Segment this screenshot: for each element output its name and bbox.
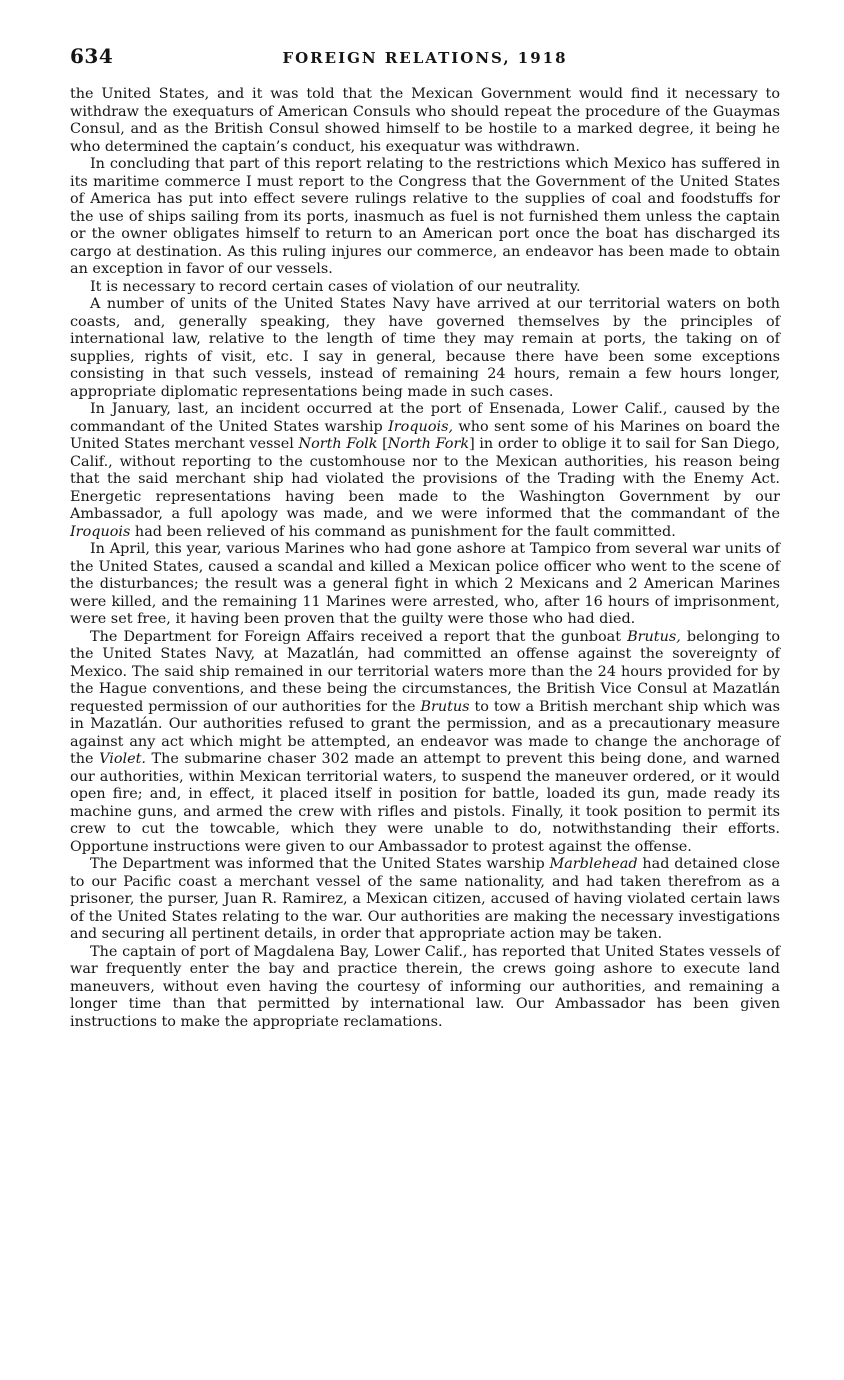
italic-ship-name: North Folk bbox=[298, 436, 378, 452]
text-run: belonging to the United States Navy, at Mazatlán, had committed an offense against the sovereignty of Mexico. The said ship remained in our territorial waters more than the 24 hours provided for by the Hague conventions, and these being the circumstances, the British Vice Consul at Mazatlán requested permission of our authorities for the bbox=[70, 628, 781, 715]
italic-ship-name: Iroquois, bbox=[388, 418, 454, 435]
italic-ship-name: Brutus bbox=[420, 698, 470, 715]
text-run: In concluding that part of this report relating to the restrictions which Mexico has suffered in its maritime commerce I must report to the Congress that the Government of the United States of America has put into effect severe rulings relative to the supplies of coal and foodstuffs for the use of ships sailing from its ports, inasmuch as fuel is not furnished them unless the captain or the owner obligates himself to return to an American port once the boat has discharged its cargo at destination. As this ruling injures our commerce, an endeavor has been made to obtain an exception in favor of our vessels. bbox=[70, 156, 780, 277]
text-run: The Department was informed that the United States warship bbox=[90, 856, 550, 872]
text-run: A number of units of the United States Navy have arrived at our territorial waters on both coasts, and, generally speaking, they have governed themselves by the principles of international law, relative to the length of time they may remain at ports, the taking on of supplies, rights of visit, etc. I say in general, because there have been some exceptions consisting in that such vessels, instead of remaining 24 hours, remain a few hours longer, appropriate diplomatic representations being made in such cases. bbox=[70, 296, 780, 400]
italic-ship-name: Iroquois bbox=[70, 523, 131, 540]
text-run: [ bbox=[377, 436, 388, 452]
page-number: 634 bbox=[70, 44, 114, 68]
text-run: The captain of port of Magdalena Bay, Lower Calif., has reported that United States vessels of war frequently enter the bay and practice therein, the crews going ashore to execute land maneuvers, without even having the courtesy of informing our authorities, and remaining a longer time than that permitted by international law. Our Ambassador has been given instructions to make the appropriate reclamations. bbox=[70, 943, 780, 1030]
text-run: It is necessary to record certain cases of violation of our neutrality. bbox=[90, 278, 581, 295]
text-run: had been relieved of his command as punishment for the fault committed. bbox=[130, 523, 676, 540]
paragraph bbox=[70, 279, 780, 297]
text-run: to tow a British merchant ship which was in Mazatlán. Our authorities refused to grant the permission, and as a precautionary measure against any act which might be attempted, an endeavor was made to change the anchorage of the bbox=[70, 698, 780, 767]
paragraph bbox=[70, 156, 780, 279]
text-run: In January, last, an incident occurred at the port of Ensenada, Lower Calif., caused by the commandant of the United States warship bbox=[70, 401, 780, 435]
italic-ship-name: North Fork bbox=[387, 436, 470, 452]
paragraph bbox=[70, 856, 780, 944]
paragraph bbox=[70, 944, 780, 1032]
italic-ship-name: Marblehead bbox=[549, 856, 638, 872]
italic-ship-name: Violet. bbox=[99, 751, 146, 767]
paragraph bbox=[70, 401, 780, 541]
text-run: who sent some of his Marines on board the United States merchant vessel bbox=[70, 418, 780, 452]
body-text bbox=[70, 86, 780, 1031]
running-title: FOREIGN RELATIONS, 1918 bbox=[282, 49, 568, 67]
text-run: The Department for Foreign Affairs received a report that the gunboat bbox=[90, 628, 628, 645]
paragraph bbox=[70, 541, 780, 629]
text-run: the United States, and it was told that the Mexican Government would find it necessary to withdraw the exequaturs of American Consuls who should repeat the procedure of the Guaymas Consul, and as the British Consul showed himself to be hostile to a marked degree, it being he who determined the captain’s conduct, his exequatur was withdrawn. bbox=[70, 86, 780, 155]
text-run: The submarine chaser 302 made an attempt to prevent this being done, and warned our authorities, within Mexican territorial waters, to suspend the maneuver ordered, or it would open fire; and, in effect, it placed itself in position for battle, loaded its gun, made ready its machine guns, and armed the crew with rifles and pistols. Finally, it took position to permit its crew to cut the towcable, which they were unable to do, notwithstanding their efforts. Opportune instructions were given to our Ambassador to protest against the offense. bbox=[70, 751, 780, 855]
paragraph bbox=[70, 296, 780, 401]
document-page bbox=[70, 44, 780, 1031]
text-run: ] in order to oblige it to sail for San Diego, Calif., without reporting to the customhouse nor to the Mexican authorities, his reason being that the said merchant ship had violated the provisions of the Trading with the Enemy Act. Energetic representations having been made to the Washington Government by our Ambassador, a full apology was made, and we were informed that the commandant of the bbox=[70, 436, 780, 522]
text-run: had detained close to our Pacific coast a merchant vessel of the same nationality, and had taken therefrom as a prisoner, the purser, Juan R. Ramirez, a Mexican citizen, accused of having violated certain laws of the United States relating to the war. Our authorities are making the necessary investigations and securing all pertinent details, in order that appropriate action may be taken. bbox=[70, 856, 780, 942]
text-run: In April, this year, various Marines who had gone ashore at Tampico from several war units of the United States, caused a scandal and killed a Mexican police officer who went to the scene of the disturbances; the result was a general fight in which 2 Mexicans and 2 American Marines were killed, and the remaining 11 Marines were arrested, who, after 16 hours of imprisonment, were set free, it having been proven that the guilty were those who had died. bbox=[70, 541, 780, 627]
italic-ship-name: Brutus, bbox=[627, 628, 681, 645]
paragraph bbox=[70, 629, 780, 857]
paragraph bbox=[70, 86, 780, 156]
running-header bbox=[70, 44, 780, 76]
